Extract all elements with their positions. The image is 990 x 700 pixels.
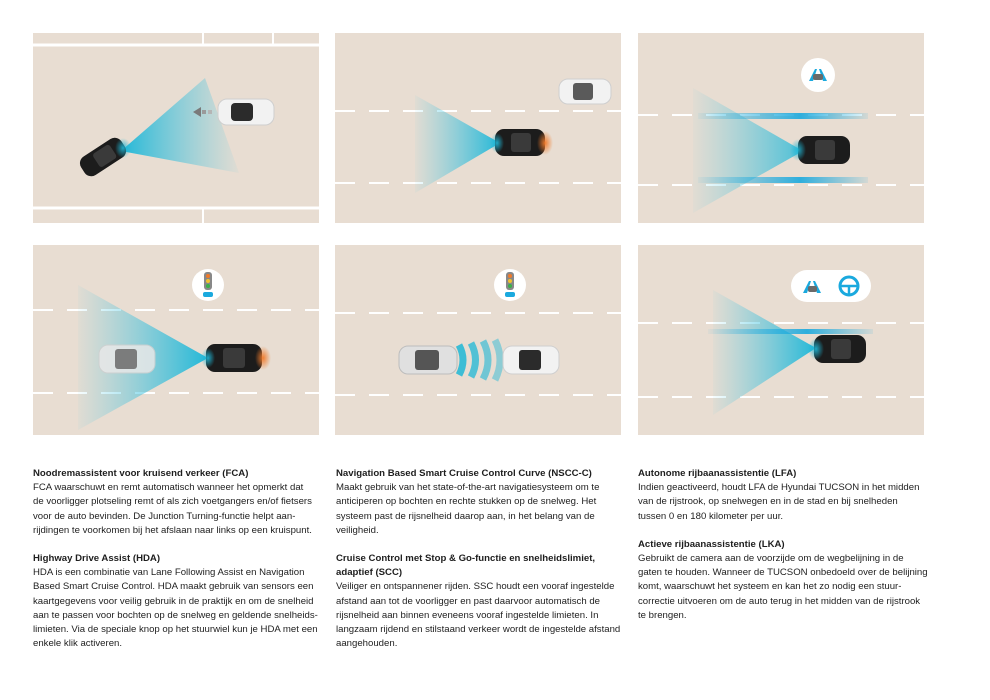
lane-icon xyxy=(801,58,835,92)
fca-junction-illustration xyxy=(33,33,319,223)
nscc-curve-illustration xyxy=(335,33,621,223)
hda-title: Highway Drive Assist (HDA) xyxy=(33,553,161,565)
fca-text-line: rijdingen te voorkomen bij het afslaan naar links op een kruispunt. xyxy=(33,524,312,536)
lfa-text-line: van de rijstrook, op snelwegen en in de stad en bij snelheden xyxy=(638,496,898,508)
scc-block xyxy=(336,552,626,651)
nscc-text-line: systeem past de rijsnelheid daarop aan, in het belang van de xyxy=(336,510,595,522)
hda-illustration xyxy=(33,245,319,435)
lka-lane-keeping-illustration xyxy=(638,245,924,435)
hda-block xyxy=(33,552,323,651)
scc-text-line: Veiliger en ontspannener rijden. SSC houdt een vooraf ingestelde xyxy=(336,581,615,593)
scc-text-line: langzaam rijdend en stilstaand verkeer wordt de ingestelde afstand xyxy=(336,624,621,636)
scc-text-line: afstand aan tot de voorligger en past daarvoor automatisch de xyxy=(336,595,600,607)
hda-text-line: HDA is een combinatie van Lane Following Assist en Navigation xyxy=(33,567,305,579)
hda-text-line: Based Smart Cruise Control. HDA maakt gebruik van sensors een xyxy=(33,581,314,593)
lka-block xyxy=(638,538,928,623)
lfa-text-line: Indien geactiveerd, houdt LFA de Hyundai TUCSON in het midden xyxy=(638,482,920,494)
hda-text-line: enkele klik activeren. xyxy=(33,638,123,650)
fca-text-line: de voorligger plotseling remt of als zich voetgangers en/of fietsers xyxy=(33,496,312,508)
column-2 xyxy=(336,467,626,665)
lka-text-line: komt, waarschuwt het systeem en kan het zo nodig een stuur- xyxy=(638,581,902,593)
column-3 xyxy=(638,467,928,637)
hda-text-line: aan te passen voor bochten op de snelweg en geldende snelheids- xyxy=(33,609,318,621)
scc-title: adaptief (SCC) xyxy=(336,567,403,579)
fca-block xyxy=(33,467,323,538)
lka-text-line: gaten te houden. Wanneer de TUCSON onbedoeld over de belijning xyxy=(638,567,928,579)
column-1 xyxy=(33,467,323,665)
lka-text-line: correctie uitvoeren om de auto terug in het midden van de rijstrook xyxy=(638,595,921,607)
lka-title: Actieve rijbaanassistentie (LKA) xyxy=(638,538,785,550)
lfa-title: Autonome rijbaanassistentie (LFA) xyxy=(638,468,797,479)
nscc-block xyxy=(336,467,626,538)
fca-title: Noodremassistent voor kruisend verkeer (FCA) xyxy=(33,468,249,479)
lfa-block xyxy=(638,467,928,524)
scc-title: Cruise Control met Stop & Go-functie en snelheidslimiet, xyxy=(336,553,596,565)
hda-text-line: kaartgegevens voor veilig gebruik in de praktijk en om de snelheid xyxy=(33,595,314,607)
lfa-text-line: tussen 0 en 180 kilometer per uur. xyxy=(638,510,784,522)
nscc-text-line: veiligheid. xyxy=(336,524,379,536)
nscc-text-line: anticiperen op bochten en rechte stukken op de snelweg. Het xyxy=(336,496,597,508)
fca-text-line: FCA waarschuwt en remt automatisch wanneer het opmerkt dat xyxy=(33,482,304,494)
scc-distance-illustration xyxy=(335,245,621,435)
fca-text-line: voor de auto bevinden. De Junction Turning-functie helpt aan- xyxy=(33,510,296,522)
scc-text-line: aangehouden. xyxy=(336,638,398,650)
hda-text-line: limieten. Via de speciale knop op het stuurwiel kun je HDA met een xyxy=(33,624,318,636)
traffic-light-icon xyxy=(494,269,526,301)
nscc-title: Navigation Based Smart Cruise Control Curve (NSCC-C) xyxy=(336,468,592,479)
lka-text-line: Gebruikt de camera aan de voorzijde om de wegbelijning in de xyxy=(638,553,904,565)
nscc-text-line: Maakt gebruik van het state-of-the-art navigatiesysteem om te xyxy=(336,482,600,494)
scc-text-line: rijsnelheid aan binnen eveneens vooraf ingestelde limieten. In xyxy=(336,609,599,621)
traffic-light-icon xyxy=(192,269,224,301)
lfa-lane-following-illustration xyxy=(638,33,924,223)
lka-text-line: te brengen. xyxy=(638,609,687,621)
